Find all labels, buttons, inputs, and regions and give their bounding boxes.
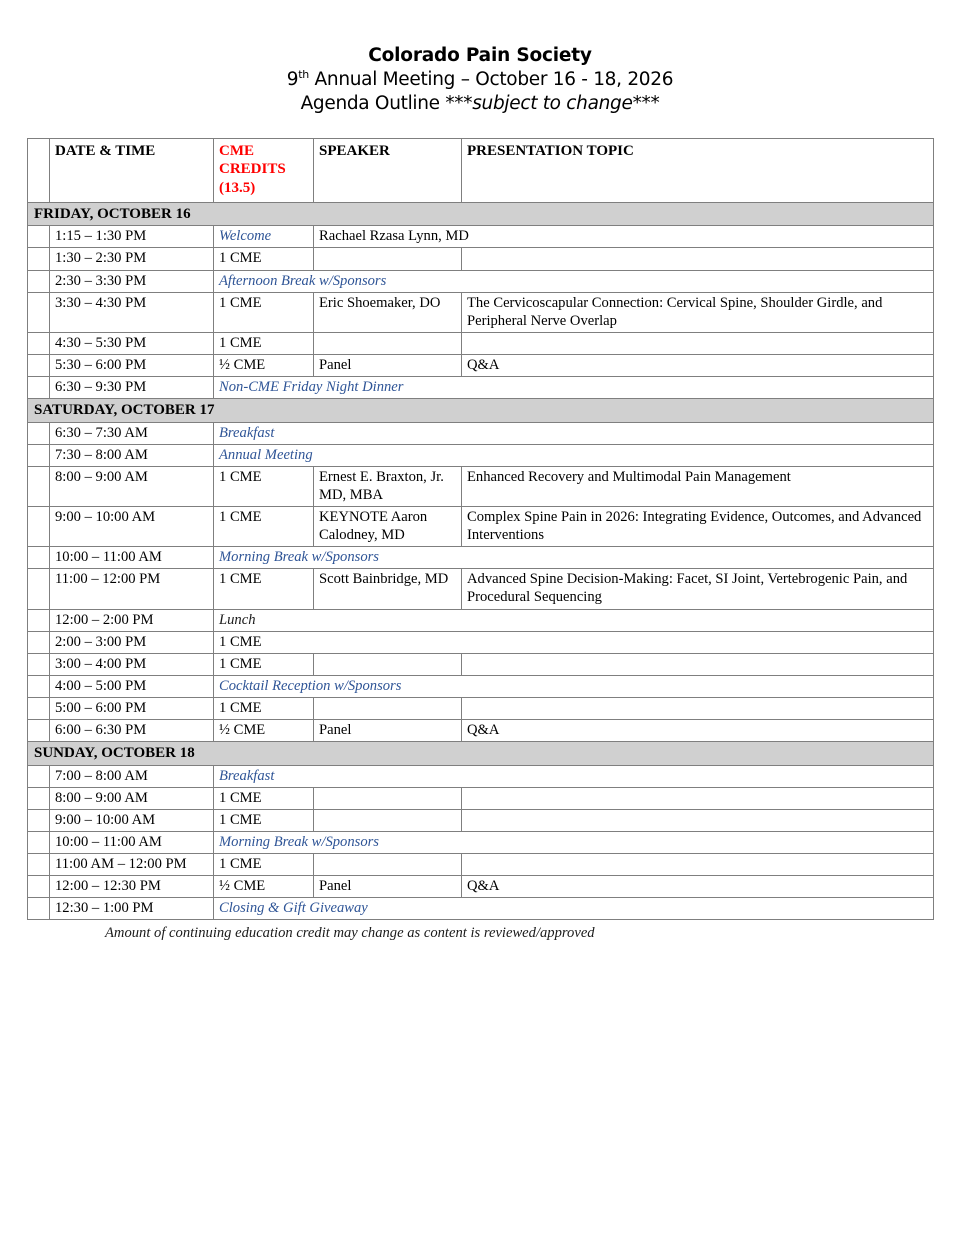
row-spacer-cell [28,466,50,506]
agenda-speaker: Panel [314,720,462,742]
agenda-speaker: Eric Shoemaker, DO [314,292,462,332]
agenda-table [27,138,934,921]
agenda-row [28,569,934,609]
agenda-cme-credit: 1 CME [214,248,314,270]
agenda-note-span: Morning Break w/Sponsors [214,831,934,853]
column-header-speaker: SPEAKER [314,138,462,202]
row-spacer-cell [28,831,50,853]
row-spacer-cell [28,697,50,719]
agenda-presentation-topic: Complex Spine Pain in 2026: Integrating Evidence, Outcomes, and Advanced Interventions [462,507,934,547]
agenda-table-wrap [27,116,933,921]
row-spacer-cell [28,653,50,675]
agenda-speaker [314,787,462,809]
row-spacer-cell [28,377,50,399]
agenda-row [28,248,934,270]
agenda-row [28,720,934,742]
agenda-row [28,270,934,292]
table-header-row [28,138,934,202]
agenda-row [28,444,934,466]
agenda-presentation-topic: Advanced Spine Decision-Making: Facet, SI Joint, Vertebrogenic Pain, and Procedural Sequencing [462,569,934,609]
agenda-cme-credit: ½ CME [214,720,314,742]
agenda-row [28,547,934,569]
row-spacer-cell [28,675,50,697]
agenda-cme-credit: ½ CME [214,876,314,898]
agenda-row [28,831,934,853]
agenda-row [28,898,934,920]
agenda-note-span: Closing & Gift Giveaway [214,898,934,920]
agenda-time: 1:30 – 2:30 PM [50,248,214,270]
agenda-time: 11:00 – 12:00 PM [50,569,214,609]
agenda-note-span: Non-CME Friday Night Dinner [214,377,934,399]
agenda-time: 4:30 – 5:30 PM [50,332,214,354]
agenda-presentation-topic [462,854,934,876]
agenda-row [28,609,934,631]
agenda-speaker: Scott Bainbridge, MD [314,569,462,609]
agenda-cme-credit: 1 CME [214,809,314,831]
agenda-speaker: Panel [314,354,462,376]
day-banner-label: SUNDAY, OCTOBER 18 [28,742,934,766]
row-spacer-cell [28,270,50,292]
agenda-row [28,876,934,898]
agenda-time: 12:30 – 1:00 PM [50,898,214,920]
agenda-time: 9:00 – 10:00 AM [50,809,214,831]
row-spacer-cell [28,547,50,569]
agenda-row [28,631,934,653]
agenda-speaker [314,697,462,719]
day-banner-row [28,202,934,226]
column-header-cme-credits: CME CREDITS (13.5) [214,138,314,202]
agenda-time: 10:00 – 11:00 AM [50,831,214,853]
agenda-row [28,292,934,332]
agenda-time: 8:00 – 9:00 AM [50,787,214,809]
agenda-presentation-topic [462,697,934,719]
agenda-time: 1:15 – 1:30 PM [50,226,214,248]
meeting-number: 9 [286,68,299,90]
row-spacer-cell [28,809,50,831]
agenda-time: 2:00 – 3:00 PM [50,631,214,653]
agenda-presentation-topic: Q&A [462,354,934,376]
document-title-block [0,0,960,116]
subject-to-change-note: ***subject to change*** [445,92,660,114]
agenda-row [28,809,934,831]
agenda-cme-credit: 1 CME [214,854,314,876]
row-spacer-cell [28,444,50,466]
agenda-row [28,466,934,506]
meeting-subtitle [0,68,960,92]
agenda-time: 7:30 – 8:00 AM [50,444,214,466]
agenda-presentation-topic [462,787,934,809]
row-spacer-cell [28,631,50,653]
credit-disclaimer-note: Amount of continuing education credit may change as content is reviewed/approved [105,925,595,942]
agenda-speaker [314,332,462,354]
agenda-cme-credit: 1 CME [214,697,314,719]
agenda-speaker [314,854,462,876]
row-spacer-cell [28,332,50,354]
agenda-speaker: Panel [314,876,462,898]
agenda-time: 3:30 – 4:30 PM [50,292,214,332]
agenda-cme-credit: 1 CME [214,332,314,354]
row-spacer-cell [28,354,50,376]
agenda-note-span: Afternoon Break w/Sponsors [214,270,934,292]
agenda-cme-credit: 1 CME [214,507,314,547]
page-title: Colorado Pain Society [368,45,592,66]
row-spacer-cell [28,292,50,332]
row-spacer-cell [28,720,50,742]
row-spacer-cell [28,248,50,270]
agenda-cme-credit: 1 CME [214,292,314,332]
agenda-note-span: Annual Meeting [214,444,934,466]
day-banner-label: FRIDAY, OCTOBER 16 [28,202,934,226]
row-spacer-cell [28,226,50,248]
agenda-speaker [314,809,462,831]
agenda-cme-credit: ½ CME [214,354,314,376]
agenda-time: 6:30 – 9:30 PM [50,377,214,399]
agenda-presentation-topic [462,332,934,354]
agenda-time: 7:00 – 8:00 AM [50,765,214,787]
agenda-subtitle-plain: Agenda Outline [300,92,446,114]
agenda-cme-credit: 1 CME [214,466,314,506]
column-header-spacer [28,138,50,202]
row-spacer-cell [28,765,50,787]
agenda-presentation-topic: Q&A [462,876,934,898]
agenda-cme-credit: 1 CME [214,787,314,809]
agenda-note-span: Lunch [214,609,934,631]
agenda-cme-credit: 1 CME [214,569,314,609]
agenda-presentation-topic: Q&A [462,720,934,742]
agenda-row [28,507,934,547]
agenda-row [28,354,934,376]
agenda-time: 6:00 – 6:30 PM [50,720,214,742]
row-spacer-cell [28,609,50,631]
agenda-row [28,765,934,787]
day-banner-row [28,399,934,423]
agenda-note-span: Cocktail Reception w/Sponsors [214,675,934,697]
agenda-row [28,787,934,809]
agenda-time: 4:00 – 5:00 PM [50,675,214,697]
agenda-row [28,675,934,697]
row-spacer-cell [28,787,50,809]
column-header-presentation-topic: PRESENTATION TOPIC [462,138,934,202]
row-spacer-cell [28,422,50,444]
row-spacer-cell [28,876,50,898]
column-header-date-time: DATE & TIME [50,138,214,202]
agenda-presentation-topic: The Cervicoscapular Connection: Cervical Spine, Shoulder Girdle, and Peripheral Nerve Overlap [462,292,934,332]
row-spacer-cell [28,898,50,920]
agenda-row [28,653,934,675]
agenda-subtitle [0,92,960,116]
row-spacer-cell [28,569,50,609]
agenda-time: 12:00 – 2:00 PM [50,609,214,631]
row-spacer-cell [28,507,50,547]
agenda-row [28,422,934,444]
agenda-note-span: Breakfast [214,422,934,444]
agenda-presentation-topic [462,809,934,831]
agenda-time: 2:30 – 3:30 PM [50,270,214,292]
day-banner-row [28,742,934,766]
agenda-cme-credit: Welcome [214,226,314,248]
agenda-time: 5:30 – 6:00 PM [50,354,214,376]
agenda-time: 8:00 – 9:00 AM [50,466,214,506]
agenda-presentation-topic [462,248,934,270]
agenda-row [28,854,934,876]
meeting-dates: Annual Meeting – October 16 - 18, 2026 [308,68,674,90]
agenda-cme-credit: 1 CME [214,631,934,653]
agenda-time: 5:00 – 6:00 PM [50,697,214,719]
agenda-speaker: Rachael Rzasa Lynn, MD [314,226,934,248]
agenda-row [28,332,934,354]
agenda-row [28,377,934,399]
agenda-time: 11:00 AM – 12:00 PM [50,854,214,876]
agenda-time: 12:00 – 12:30 PM [50,876,214,898]
agenda-time: 6:30 – 7:30 AM [50,422,214,444]
agenda-presentation-topic [462,653,934,675]
agenda-time: 10:00 – 11:00 AM [50,547,214,569]
agenda-speaker [314,248,462,270]
agenda-row [28,226,934,248]
agenda-speaker: KEYNOTE Aaron Calodney, MD [314,507,462,547]
agenda-speaker: Ernest E. Braxton, Jr. MD, MBA [314,466,462,506]
agenda-cme-credit: 1 CME [214,653,314,675]
agenda-note-span: Morning Break w/Sponsors [214,547,934,569]
meeting-number-suffix: th [298,67,309,81]
row-spacer-cell [28,854,50,876]
agenda-note-span: Breakfast [214,765,934,787]
agenda-time: 3:00 – 4:00 PM [50,653,214,675]
agenda-time: 9:00 – 10:00 AM [50,507,214,547]
agenda-speaker [314,653,462,675]
agenda-row [28,697,934,719]
day-banner-label: SATURDAY, OCTOBER 17 [28,399,934,423]
agenda-presentation-topic: Enhanced Recovery and Multimodal Pain Management [462,466,934,506]
